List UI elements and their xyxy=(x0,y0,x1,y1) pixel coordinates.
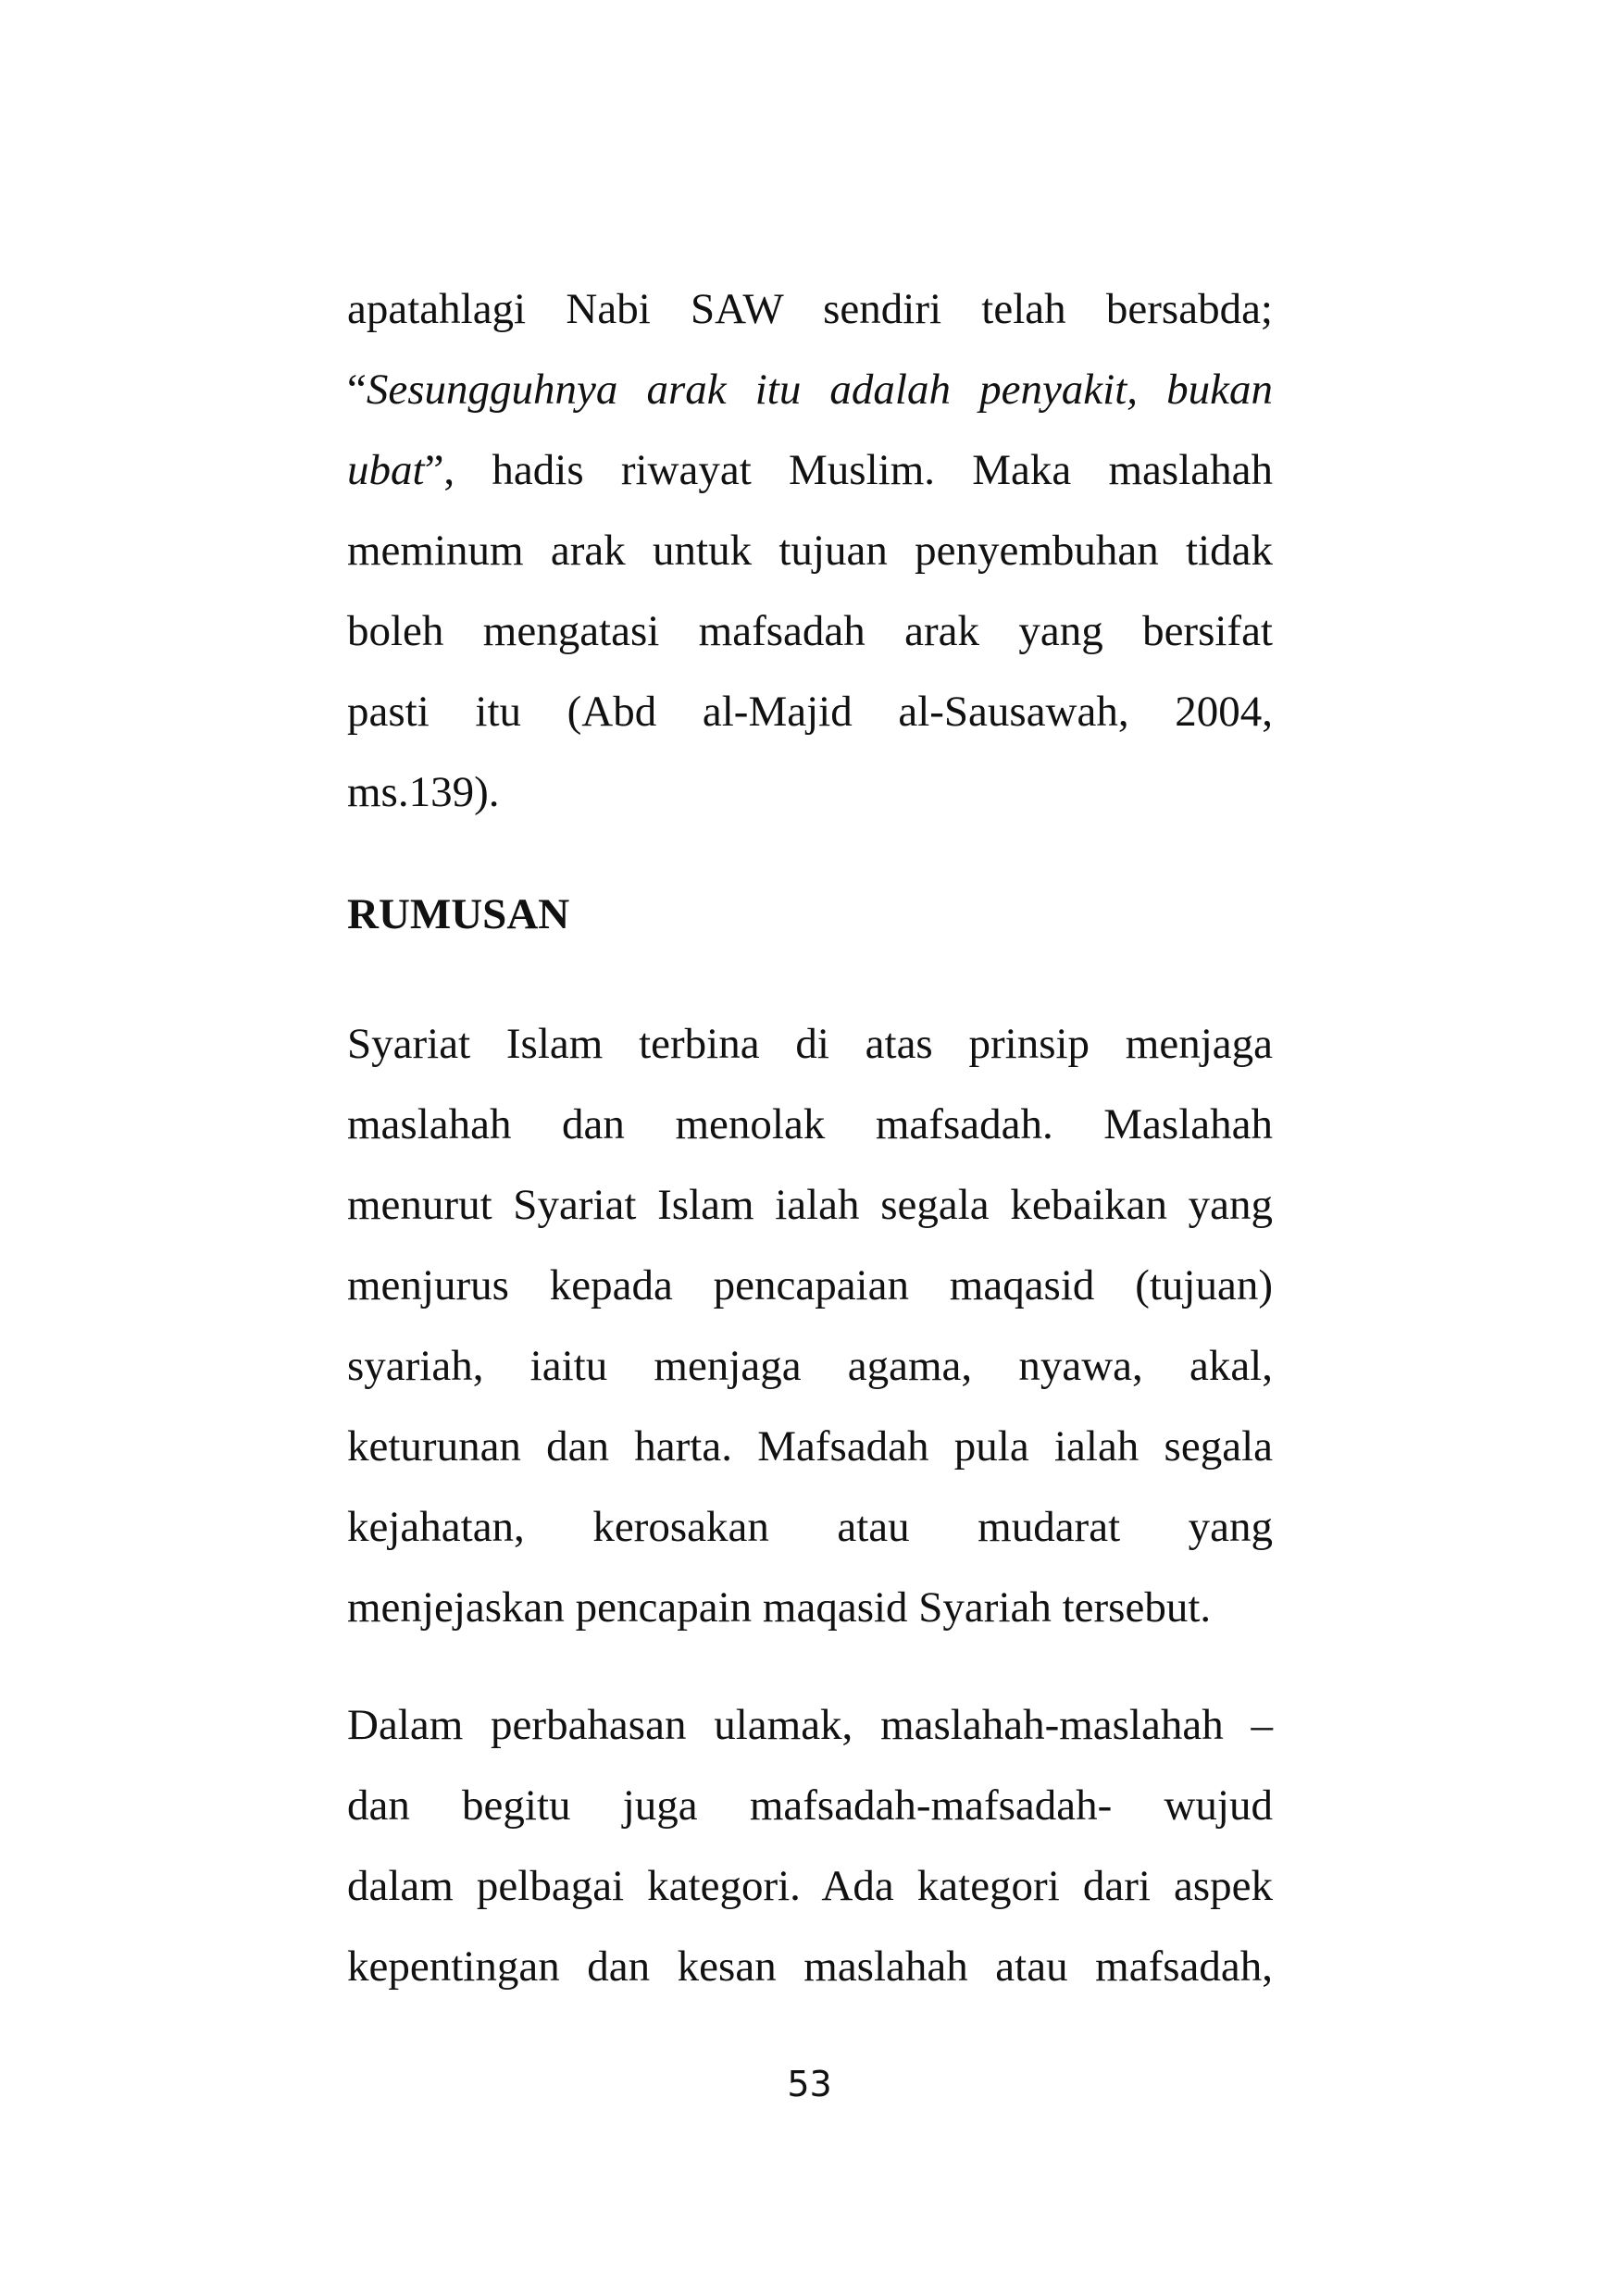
paragraph-1 xyxy=(347,269,1273,833)
paragraph-2-line: menjurus kepada pencapaian maqasid (tujuan) xyxy=(347,1261,1273,1309)
paragraph-2 xyxy=(347,1004,1273,1648)
paragraph-3-line: kepentingan dan kesan maslahah atau mafsadah, xyxy=(347,1942,1273,1991)
paragraph-3-line: dan begitu juga mafsadah-mafsadah- wujud xyxy=(347,1781,1273,1830)
paragraph-3-line: dalam pelbagai kategori. Ada kategori dari aspek xyxy=(347,1862,1273,1910)
paragraph-1-line: apatahlagi Nabi SAW sendiri telah bersabda; xyxy=(347,285,1273,333)
hadith-quote-italic: ubat xyxy=(347,446,425,494)
open-quote: “ xyxy=(347,366,367,414)
paragraph-1-line: ms.139). xyxy=(347,768,500,816)
page-number: 53 xyxy=(787,2064,832,2104)
paragraph-2-line: menurut Syariat Islam ialah segala kebaikan yang xyxy=(347,1181,1273,1229)
paragraph-2-line: kejahatan, kerosakan atau mudarat yang xyxy=(347,1503,1273,1551)
paragraph-3-line: Dalam perbahasan ulamak, maslahah-maslahah – xyxy=(347,1701,1273,1749)
paragraph-2-line: syariah, iaitu menjaga agama, nyawa, akal, xyxy=(347,1342,1273,1390)
paragraph-1-line: boleh mengatasi mafsadah arak yang bersifat xyxy=(347,607,1273,655)
hadith-quote-italic: Sesungguhnya arak itu adalah penyakit, bukan xyxy=(366,366,1273,414)
paragraph-3 xyxy=(347,1685,1273,2007)
paragraph-1-line xyxy=(347,430,1273,511)
paragraph-1-line: meminum arak untuk tujuan penyembuhan tidak xyxy=(347,527,1273,575)
paragraph-2-line: menjejaskan pencapain maqasid Syariah tersebut. xyxy=(347,1583,1212,1632)
paragraph-1-line: pasti itu (Abd al-Majid al-Sausawah, 2004, xyxy=(347,688,1273,736)
paragraph-2-line: keturunan dan harta. Mafsadah pula ialah segala xyxy=(347,1422,1273,1471)
paragraph-2-line: Syariat Islam terbina di atas prinsip menjaga xyxy=(347,1020,1273,1068)
hadith-citation: ”, hadis riwayat Muslim. Maka maslahah xyxy=(424,446,1273,494)
paragraph-1-line xyxy=(347,350,1273,430)
section-heading: RUMUSAN xyxy=(347,890,570,938)
paragraph-2-line: maslahah dan menolak mafsadah. Maslahah xyxy=(347,1100,1273,1148)
